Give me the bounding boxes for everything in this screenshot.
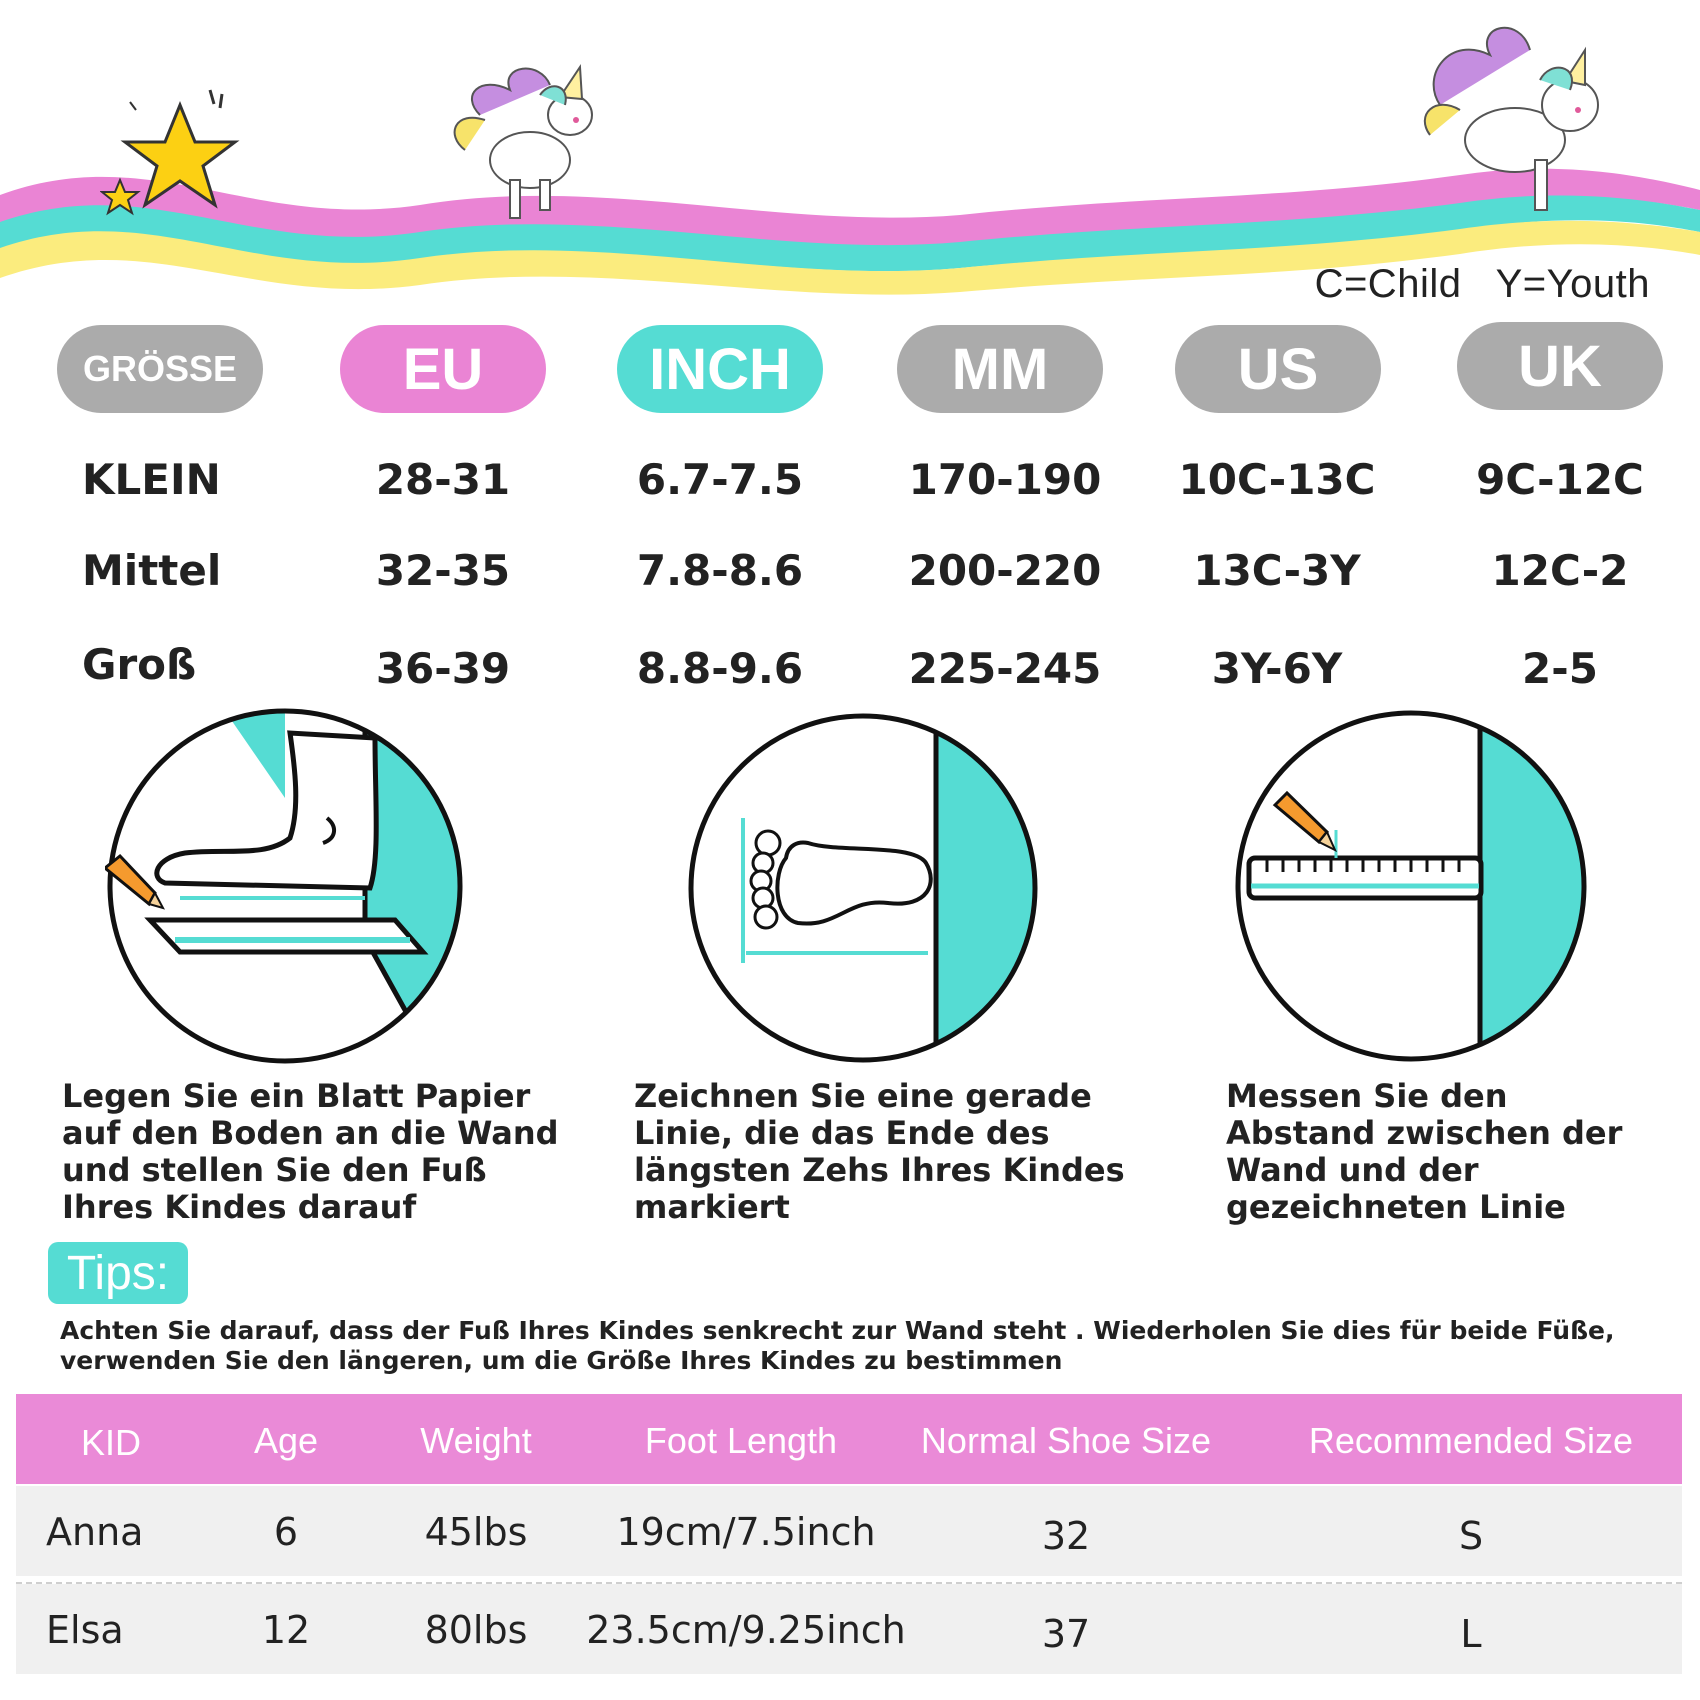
pencil-icon <box>1275 793 1335 850</box>
us-value: 10C-13C <box>1178 455 1376 504</box>
inch-value: 6.7-7.5 <box>636 455 804 504</box>
kid-weight: 45lbs <box>424 1510 528 1554</box>
uk-value: 2-5 <box>1522 644 1598 693</box>
header-weight: Weight <box>420 1420 532 1461</box>
legend-youth: Y=Youth <box>1495 262 1650 306</box>
eu-value: 32-35 <box>375 546 511 595</box>
star-icon <box>100 80 250 220</box>
uk-value: 12C-2 <box>1491 546 1629 595</box>
header-age: Age <box>253 1420 319 1461</box>
kid-foot-length: 19cm/7.5inch <box>616 1510 876 1554</box>
ruler-icon <box>1235 710 1587 1062</box>
header-label: MM <box>951 336 1049 402</box>
legend-child: C=Child <box>1314 262 1462 306</box>
unicorn-icon <box>440 55 620 235</box>
eu-value: 36-39 <box>375 644 511 693</box>
size-legend <box>1300 262 1650 307</box>
header-pill-groesse <box>57 325 263 413</box>
inch-value: 8.8-9.6 <box>636 644 804 693</box>
example-table-header <box>16 1394 1682 1484</box>
mm-value: 170-190 <box>908 455 1102 504</box>
kid-normal-size: 32 <box>1041 1514 1091 1558</box>
kid-weight: 80lbs <box>424 1608 528 1652</box>
row-label: Groß <box>82 640 197 689</box>
header-label: INCH <box>649 336 791 402</box>
kid-age: 12 <box>261 1608 311 1652</box>
header-label: UK <box>1518 333 1602 399</box>
step-1-text: Legen Sie ein Blatt Papier auf den Boden an die Wand und stellen Sie den Fuß Ihres Kindes darauf <box>62 1077 559 1226</box>
table-row <box>16 1486 1682 1576</box>
table-row <box>16 1584 1682 1674</box>
header-label: EU <box>402 336 484 402</box>
pencil-icon <box>105 856 163 908</box>
header-recommended-size: Recommended Size <box>1308 1420 1634 1461</box>
unicorn-icon <box>1420 15 1620 225</box>
header-kid: KID <box>80 1422 141 1463</box>
example-table <box>16 1394 1682 1684</box>
us-value: 3Y-6Y <box>1211 644 1343 693</box>
header-pill-eu <box>340 325 546 413</box>
tips-text: Achten Sie darauf, dass der Fuß Ihres Kindes senkrecht zur Wand steht . Wiederholen Sie dies für beide Füße, verwenden Sie den längeren, um die Größe Ihres Kindes zu bestimmen <box>60 1316 1615 1375</box>
kid-normal-size: 37 <box>1041 1612 1091 1656</box>
us-value: 13C-3Y <box>1193 546 1361 595</box>
eu-value: 28-31 <box>375 455 511 504</box>
row-label: Mittel <box>82 546 222 595</box>
header-pill-us <box>1175 325 1381 413</box>
footprint-icon <box>688 713 1038 1063</box>
uk-value: 9C-12C <box>1476 455 1644 504</box>
header-pill-uk <box>1457 322 1663 410</box>
step-3-text: Messen Sie den Abstand zwischen der Wand und der gezeichneten Linie <box>1226 1077 1623 1226</box>
tips-badge: Tips: <box>48 1242 188 1304</box>
header-foot-length: Foot Length <box>644 1420 838 1461</box>
mm-value: 200-220 <box>908 546 1102 595</box>
inch-value: 7.8-8.6 <box>636 546 804 595</box>
foot-icon <box>105 708 465 1064</box>
header-label: US <box>1237 336 1319 402</box>
kid-recommended-size: S <box>1458 1514 1484 1558</box>
kid-name: Anna <box>46 1510 144 1554</box>
step-2-text: Zeichnen Sie eine gerade Linie, die das Ende des längsten Zehs Ihres Kindes markiert <box>634 1077 1125 1226</box>
kid-age: 6 <box>273 1510 299 1554</box>
header-normal-shoe-size: Normal Shoe Size <box>920 1420 1212 1461</box>
kid-recommended-size: L <box>1460 1612 1482 1656</box>
kid-foot-length: 23.5cm/9.25inch <box>586 1608 906 1652</box>
kid-name: Elsa <box>46 1608 124 1652</box>
header-label: GRÖSSE <box>82 348 238 389</box>
row-label: KLEIN <box>82 455 221 504</box>
header-pill-inch <box>617 325 823 413</box>
mm-value: 225-245 <box>908 644 1102 693</box>
header-pill-mm <box>897 325 1103 413</box>
